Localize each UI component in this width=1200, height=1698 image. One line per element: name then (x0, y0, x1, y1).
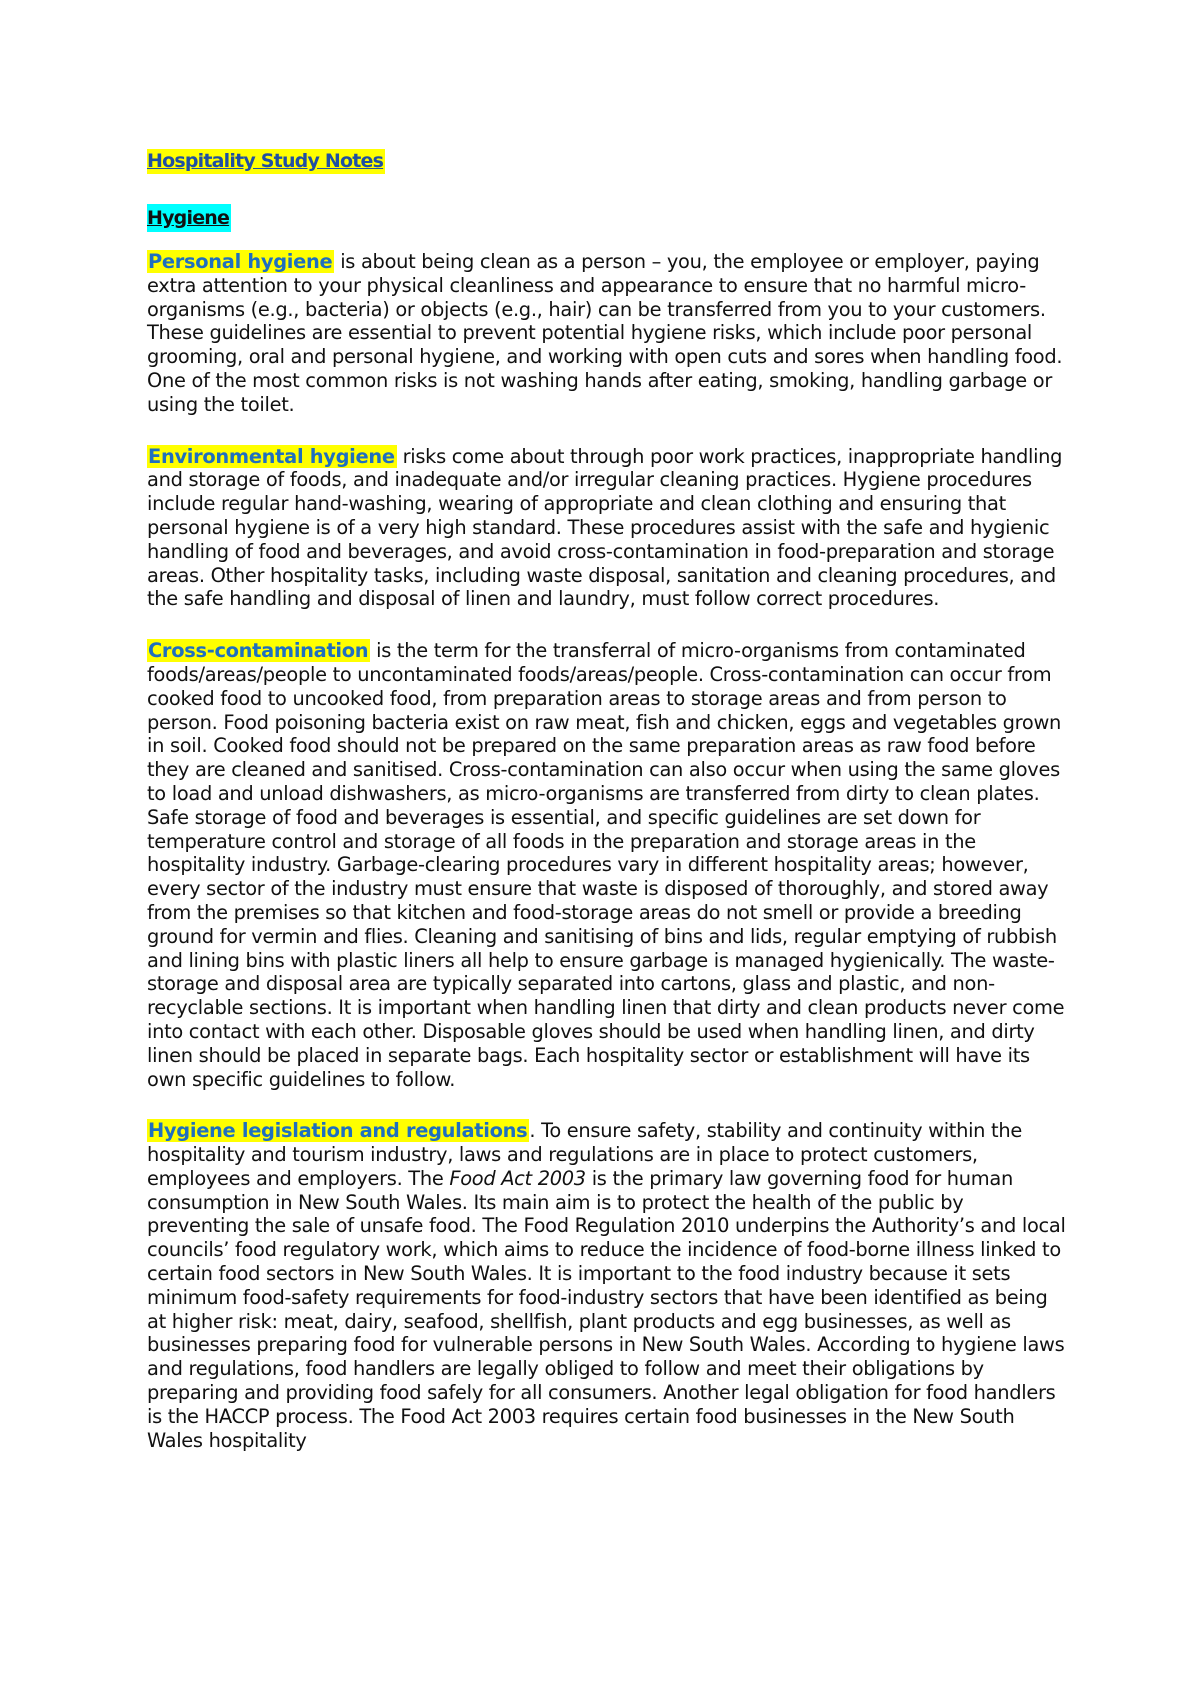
paragraph-environmental-hygiene (147, 445, 1067, 612)
paragraph-text: is about being clean as a person – you, the employee or employer, paying extra attention to your physical cleanliness and appearance to ensure that no harmful micro-organisms (e.g., bacteria) or objects (e.g., hair) can be transferred from you to your customers. These guidelines are essential to prevent potential hygiene risks, which include poor personal grooming, oral and personal hygiene, and working with open cuts and sores when handling food. One of the most common risks is not washing hands after eating, smoking, handling garbage or using the toilet. (147, 250, 1063, 416)
document-title: Hospitality Study Notes (147, 150, 384, 172)
term-cross-contamination: Cross-contamination (148, 639, 369, 663)
paragraph-text: risks come about through poor work practices, inappropriate handling and storage of foods, and inadequate and/or irregular cleaning practices. Hygiene procedures include regular hand-washing, wearing of appropriate and clean clothing and ensuring that personal hygiene is of a very high standard. These procedures assist with the safe and hygienic handling of food and beverages, and avoid cross-contamination in food-preparation and storage areas. Other hospitality tasks, including waste disposal, sanitation and cleaning procedures, and the safe handling and disposal of linen and laundry, must follow correct procedures. (147, 444, 1063, 611)
paragraph-text: is the term for the transferral of micro-organisms from contaminated foods/areas/people to uncontaminated foods/areas/people. Cross-contamination can occur from cooked food to uncooked food, from preparation areas to storage areas and from person to person. Food poisoning bacteria exist on raw meat, fish and chicken, eggs and vegetables grown in soil. Cooked food should not be prepared on the same preparation areas as raw food before they are cleaned and sanitised. Cross-contamination can also occur when using the same gloves to load and unload dishwashers, as micro-organisms are transferred from dirty to clean plates. Safe storage of food and beverages is essential, and specific guidelines are set down for temperature control and storage of all foods in the preparation and storage areas in the hospitality industry. Garbage-clearing procedures vary in different hospitality areas; however, every sector of the industry must ensure that waste is disposed of thoroughly, and stored away from the premises so that kitchen and food-storage areas do not smell or provide a breeding ground for vermin and flies. Cleaning and sanitising of bins and lids, regular emptying of rubbish and lining bins with plastic liners all help to ensure garbage is managed hygienically. The waste-storage and disposal area are typically separated into cartons, glass and plastic, and non- recyclable sections. It is important when handling linen that dirty and clean products never come into contact with each other. Disposable gloves should be used when handling linen, and dirty linen should be placed in separate bags. Each hospitality sector or establishment will have its own specific guidelines to follow. (147, 639, 1065, 1091)
paragraph-legislation (147, 1119, 1067, 1452)
section-heading: Hygiene (147, 204, 231, 232)
paragraph-text: . To ensure safety, stability and continuity within the hospitality and tourism industry, laws and regulations are in place to protect customers, employees and employers. The (147, 1119, 1022, 1190)
paragraph-personal-hygiene (147, 250, 1067, 417)
term-personal-hygiene: Personal hygiene (148, 250, 333, 273)
section-heading-row (147, 174, 1067, 232)
term-hygiene-legislation: Hygiene legislation and regulations (148, 1119, 528, 1143)
act-title-italic: Food Act 2003 (449, 1166, 586, 1190)
paragraph-text: is the primary law governing food for human consumption in New South Wales. Its main aim is to protect the health of the public by preventing the sale of unsafe food. The Food Regulation 2010 underpins the Authority’s and local councils’ food regulatory work, which aims to reduce the incidence of food-borne illness linked to certain food sectors in New South Wales. It is important to the food industry because it sets minimum food-safety requirements for food-industry sectors that have been identified as being at higher risk: meat, dairy, seafood, shellfish, plant products and egg businesses, as well as businesses preparing food for vulnerable persons in New South Wales. According to hygiene laws and regulations, food handlers are legally obliged to follow and meet their obligations by preparing and providing food safely for all consumers. Another legal obligation for food handlers is the HACCP process. The Food Act 2003 requires certain food businesses in the New South Wales hospitality (147, 1166, 1066, 1452)
title-row (147, 143, 1067, 174)
paragraph-cross-contamination (147, 639, 1067, 1091)
document-page (147, 143, 1067, 1452)
term-environmental-hygiene: Environmental hygiene (148, 444, 395, 468)
